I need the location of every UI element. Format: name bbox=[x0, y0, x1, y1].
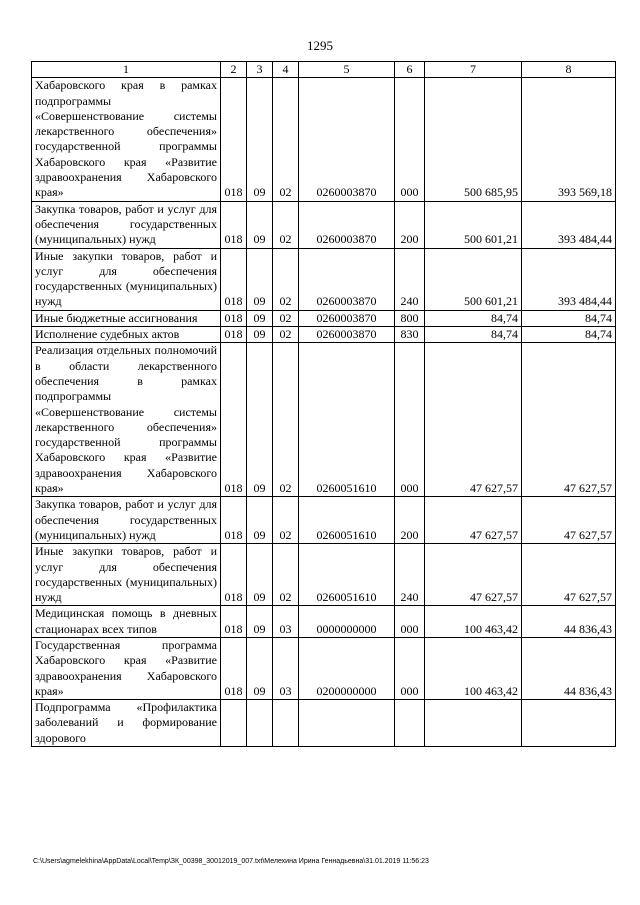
cell-amount-actual: 393 484,44 bbox=[522, 201, 616, 248]
cell-expense-type: 200 bbox=[395, 201, 425, 248]
cell-amount-actual: 393 484,44 bbox=[522, 248, 616, 310]
cell-glava: 018 bbox=[221, 201, 247, 248]
cell-amount-actual: 393 569,18 bbox=[522, 78, 616, 201]
cell-target-article: 0000000000 bbox=[299, 606, 395, 638]
header-cell: 8 bbox=[522, 62, 616, 78]
cell-amount-actual: 84,74 bbox=[522, 310, 616, 326]
row-name: Иные закупки товаров, работ и услуг для обеспечения государственных (муниципальных) нужд bbox=[32, 544, 221, 606]
cell-glava: 018 bbox=[221, 637, 247, 699]
row-name: Подпрограмма «Профилактика заболеваний и формирование здорового bbox=[32, 700, 221, 747]
cell-glava bbox=[221, 700, 247, 747]
cell-podrazdel: 02 bbox=[273, 248, 299, 310]
row-name: Иные бюджетные ассигнования bbox=[32, 310, 221, 326]
table-row bbox=[32, 248, 616, 310]
budget-table bbox=[31, 61, 616, 747]
header-cell: 3 bbox=[247, 62, 273, 78]
cell-target-article bbox=[299, 700, 395, 747]
table-row bbox=[32, 310, 616, 326]
header-cell: 2 bbox=[221, 62, 247, 78]
cell-amount-plan: 47 627,57 bbox=[425, 497, 522, 544]
table-row bbox=[32, 327, 616, 343]
row-name: Закупка товаров, работ и услуг для обеспечения государственных (муниципальных) нужд bbox=[32, 201, 221, 248]
cell-podrazdel: 02 bbox=[273, 544, 299, 606]
cell-razdel: 09 bbox=[247, 544, 273, 606]
cell-razdel: 09 bbox=[247, 327, 273, 343]
cell-razdel: 09 bbox=[247, 248, 273, 310]
table-row bbox=[32, 343, 616, 497]
cell-podrazdel: 02 bbox=[273, 310, 299, 326]
table-row bbox=[32, 201, 616, 248]
cell-expense-type: 000 bbox=[395, 343, 425, 497]
cell-amount-actual: 47 627,57 bbox=[522, 343, 616, 497]
cell-amount-actual: 47 627,57 bbox=[522, 497, 616, 544]
cell-expense-type: 830 bbox=[395, 327, 425, 343]
row-name: Государственная программа Хабаровского края «Развитие здравоохранения Хабаровского края» bbox=[32, 637, 221, 699]
cell-amount-plan: 500 601,21 bbox=[425, 201, 522, 248]
cell-podrazdel: 03 bbox=[273, 637, 299, 699]
header-cell: 7 bbox=[425, 62, 522, 78]
cell-razdel: 09 bbox=[247, 78, 273, 201]
cell-amount-actual: 84,74 bbox=[522, 327, 616, 343]
cell-razdel: 09 bbox=[247, 606, 273, 638]
cell-glava: 018 bbox=[221, 327, 247, 343]
cell-glava: 018 bbox=[221, 78, 247, 201]
cell-amount-plan: 500 685,95 bbox=[425, 78, 522, 201]
page-number: 1295 bbox=[307, 38, 333, 53]
cell-target-article: 0260051610 bbox=[299, 343, 395, 497]
cell-podrazdel bbox=[273, 700, 299, 747]
cell-amount-actual: 47 627,57 bbox=[522, 544, 616, 606]
cell-expense-type: 000 bbox=[395, 78, 425, 201]
cell-razdel: 09 bbox=[247, 310, 273, 326]
table-row bbox=[32, 544, 616, 606]
header-cell: 1 bbox=[32, 62, 221, 78]
cell-expense-type: 200 bbox=[395, 497, 425, 544]
cell-glava: 018 bbox=[221, 606, 247, 638]
cell-target-article: 0260003870 bbox=[299, 310, 395, 326]
row-name: Медицинская помощь в дневных стационарах всех типов bbox=[32, 606, 221, 638]
cell-amount-actual: 44 836,43 bbox=[522, 606, 616, 638]
cell-amount-plan: 84,74 bbox=[425, 310, 522, 326]
cell-podrazdel: 02 bbox=[273, 327, 299, 343]
cell-target-article: 0260003870 bbox=[299, 201, 395, 248]
cell-glava: 018 bbox=[221, 343, 247, 497]
cell-amount-plan: 100 463,42 bbox=[425, 637, 522, 699]
cell-target-article: 0260051610 bbox=[299, 544, 395, 606]
cell-target-article: 0260051610 bbox=[299, 497, 395, 544]
cell-glava: 018 bbox=[221, 310, 247, 326]
cell-glava: 018 bbox=[221, 248, 247, 310]
table-row bbox=[32, 497, 616, 544]
header-cell: 6 bbox=[395, 62, 425, 78]
header-cell: 5 bbox=[299, 62, 395, 78]
row-name: Реализация отдельных полномочий в области лекарственного обеспечения в рамках подпрограммы «Совершенствование системы лекарственного обеспечения» государственной программы Хабаровского края «Развитие здравоохранения Хабаровского края» bbox=[32, 343, 221, 497]
cell-razdel: 09 bbox=[247, 343, 273, 497]
table-row bbox=[32, 606, 616, 638]
row-name: Закупка товаров, работ и услуг для обеспечения государственных (муниципальных) нужд bbox=[32, 497, 221, 544]
cell-target-article: 0260003870 bbox=[299, 327, 395, 343]
row-name: Иные закупки товаров, работ и услуг для обеспечения государственных (муниципальных) нужд bbox=[32, 248, 221, 310]
row-name: Исполнение судебных актов bbox=[32, 327, 221, 343]
cell-expense-type: 800 bbox=[395, 310, 425, 326]
cell-razdel: 09 bbox=[247, 201, 273, 248]
header-row bbox=[32, 62, 616, 78]
cell-razdel bbox=[247, 700, 273, 747]
row-name: Хабаровского края в рамках подпрограммы «Совершенствование системы лекарственного обеспечения» государственной программы Хабаровского края «Развитие здравоохранения Хабаровского края» bbox=[32, 78, 221, 201]
cell-podrazdel: 02 bbox=[273, 78, 299, 201]
table-row bbox=[32, 700, 616, 747]
cell-amount-actual: 44 836,43 bbox=[522, 637, 616, 699]
table-row bbox=[32, 637, 616, 699]
file-path-footer: C:\Users\agmelekhina\AppData\Local\Temp\ЗК_00398_30012019_007.txt\Мелехина Ирина Геннадьевна\31.01.2019 11:56:23 bbox=[33, 858, 429, 865]
cell-glava: 018 bbox=[221, 497, 247, 544]
cell-podrazdel: 02 bbox=[273, 343, 299, 497]
cell-amount-plan: 500 601,21 bbox=[425, 248, 522, 310]
cell-razdel: 09 bbox=[247, 497, 273, 544]
cell-glava: 018 bbox=[221, 544, 247, 606]
cell-target-article: 0200000000 bbox=[299, 637, 395, 699]
cell-expense-type: 240 bbox=[395, 544, 425, 606]
cell-expense-type: 000 bbox=[395, 637, 425, 699]
cell-expense-type: 000 bbox=[395, 606, 425, 638]
header-cell: 4 bbox=[273, 62, 299, 78]
cell-amount-plan bbox=[425, 700, 522, 747]
cell-target-article: 0260003870 bbox=[299, 248, 395, 310]
cell-amount-plan: 100 463,42 bbox=[425, 606, 522, 638]
cell-razdel: 09 bbox=[247, 637, 273, 699]
cell-amount-plan: 47 627,57 bbox=[425, 343, 522, 497]
cell-podrazdel: 02 bbox=[273, 497, 299, 544]
cell-amount-plan: 47 627,57 bbox=[425, 544, 522, 606]
cell-podrazdel: 02 bbox=[273, 201, 299, 248]
cell-expense-type bbox=[395, 700, 425, 747]
cell-target-article: 0260003870 bbox=[299, 78, 395, 201]
cell-amount-plan: 84,74 bbox=[425, 327, 522, 343]
cell-amount-actual bbox=[522, 700, 616, 747]
cell-podrazdel: 03 bbox=[273, 606, 299, 638]
table-row bbox=[32, 78, 616, 201]
cell-expense-type: 240 bbox=[395, 248, 425, 310]
